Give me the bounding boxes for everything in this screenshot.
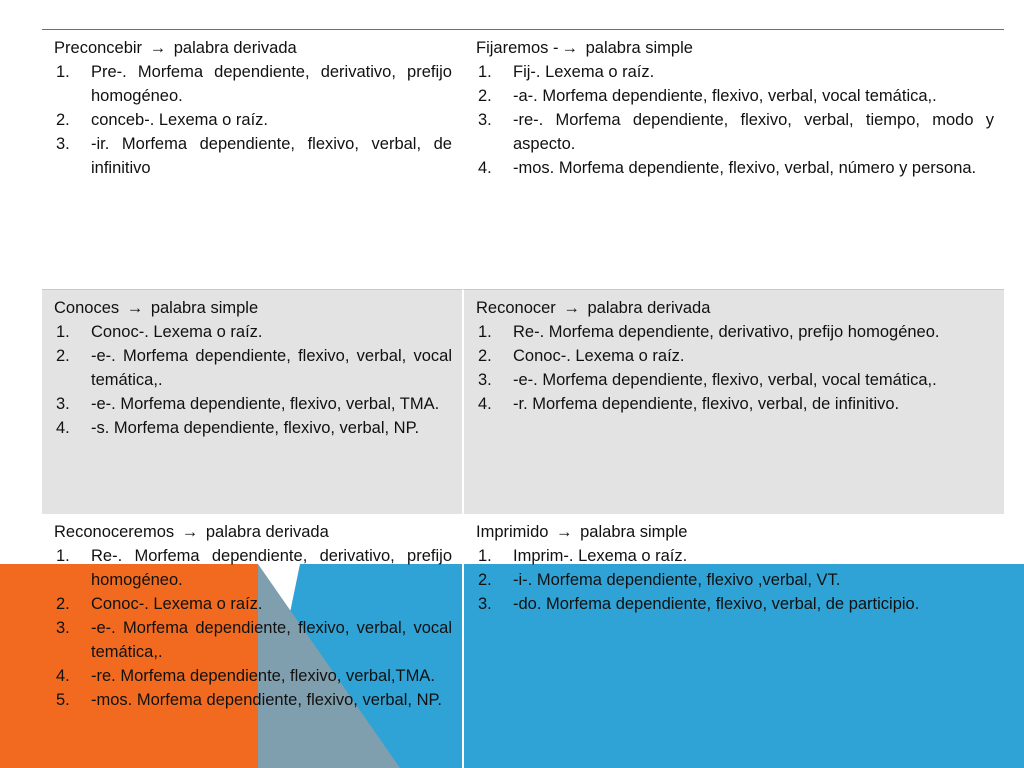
item-number: 2. [478, 87, 492, 105]
item-text: -mos. Morfema dependiente, flexivo, verbal, número y persona. [513, 159, 977, 177]
title-classification: palabra simple [585, 39, 693, 57]
cell-title [476, 36, 994, 60]
title-classification: palabra simple [580, 523, 688, 541]
title-word: concebir [79, 39, 143, 57]
arrow-right-icon: → [563, 299, 580, 317]
morpheme-list [476, 544, 994, 616]
cell-title [476, 520, 994, 544]
item-number: 2. [478, 571, 492, 589]
list-item [54, 592, 452, 616]
cell-title [476, 296, 994, 320]
item-text: Re-. Morfema dependiente, derivativo, prefijo homogéneo. [91, 547, 452, 589]
item-text: Imprim-. Lexema o raíz. [513, 547, 688, 565]
title-word: conocer [497, 299, 556, 317]
list-item [54, 616, 452, 664]
list-item [54, 392, 452, 416]
title-word: Imprimido [476, 523, 549, 541]
item-number: 3. [478, 111, 492, 129]
cell-reconoceremos [42, 514, 462, 768]
list-item [476, 156, 994, 180]
item-number: 2. [478, 347, 492, 365]
list-item [54, 688, 452, 712]
list-item [54, 544, 452, 592]
title-emphasis: Pre [54, 39, 80, 57]
arrow-right-icon: → [561, 39, 579, 57]
title-classification: palabra derivada [205, 523, 329, 541]
list-item [54, 416, 452, 440]
item-text: -do. Morfema dependiente, flexivo, verbal, de participio. [513, 595, 920, 613]
cell-title [54, 520, 452, 544]
item-number: 1. [478, 547, 492, 565]
item-number: 2. [56, 595, 70, 613]
list-item [476, 60, 994, 84]
list-item [476, 344, 994, 368]
cell-fijaremos [462, 30, 1004, 289]
item-text: Conoc-. Lexema o raíz. [513, 347, 685, 365]
cell-reconocer [462, 289, 1004, 514]
item-number: 3. [56, 135, 70, 153]
item-number: 2. [56, 111, 70, 129]
morpheme-list [54, 544, 452, 712]
title-classification: palabra simple [150, 299, 259, 317]
arrow-right-icon: → [181, 523, 199, 541]
item-text: -a-. Morfema dependiente, flexivo, verbal, vocal temática,. [513, 87, 937, 105]
cell-preconcebir [42, 30, 462, 289]
item-number: 4. [56, 667, 70, 685]
item-text: Pre-. Morfema dependiente, derivativo, prefijo homogéneo. [91, 63, 452, 105]
item-text: -e-. Morfema dependiente, flexivo, verbal, TMA. [91, 395, 440, 413]
title-emphasis: Re [54, 523, 76, 541]
item-number: 4. [56, 419, 70, 437]
item-number: 1. [56, 63, 70, 81]
item-text: Conoc-. Lexema o raíz. [91, 323, 263, 341]
item-text: -ir. Morfema dependiente, flexivo, verbal, de infinitivo [91, 135, 452, 177]
item-number: 4. [478, 395, 492, 413]
morpheme-list [54, 60, 452, 180]
title-classification: palabra derivada [587, 299, 711, 317]
item-text: -i-. Morfema dependiente, flexivo ,verbal, VT. [513, 571, 841, 589]
item-number: 1. [478, 63, 492, 81]
title-word: conoceremos [75, 523, 175, 541]
item-text: Re-. Morfema dependiente, derivativo, prefijo homogéneo. [513, 323, 940, 341]
list-item [476, 592, 994, 616]
list-item [54, 664, 452, 688]
item-number: 1. [56, 547, 70, 565]
title-emphasis: Re [476, 299, 498, 317]
cell-title [54, 296, 452, 320]
item-number: 1. [478, 323, 492, 341]
item-number: 5. [56, 691, 70, 709]
item-number: 4. [478, 159, 492, 177]
item-text: -re. Morfema dependiente, flexivo, verbal,TMA. [91, 667, 435, 685]
morpheme-list [476, 60, 994, 180]
list-item [476, 544, 994, 568]
item-text: -e-. Morfema dependiente, flexivo, verbal, vocal temática,. [91, 347, 452, 389]
list-item [54, 344, 452, 392]
list-item [476, 392, 994, 416]
list-item [54, 108, 452, 132]
item-text: -r. Morfema dependiente, flexivo, verbal, de infinitivo. [513, 395, 900, 413]
list-item [476, 368, 994, 392]
list-item [476, 108, 994, 156]
title-classification: palabra derivada [173, 39, 297, 57]
list-item [54, 60, 452, 108]
list-item [476, 84, 994, 108]
list-item [54, 320, 452, 344]
item-number: 3. [56, 619, 70, 637]
item-number: 1. [56, 323, 70, 341]
title-word: Conoces [54, 299, 120, 317]
list-item [476, 320, 994, 344]
arrow-right-icon: → [126, 299, 144, 317]
morphology-table [42, 30, 1004, 768]
cell-imprimido [462, 514, 1004, 768]
list-item [476, 568, 994, 592]
item-number: 3. [56, 395, 70, 413]
cell-conoces [42, 289, 462, 514]
item-text: Conoc-. Lexema o raíz. [91, 595, 263, 613]
arrow-right-icon: → [556, 523, 573, 541]
item-text: -re-. Morfema dependiente, flexivo, verbal, tiempo, modo y aspecto. [513, 111, 994, 153]
cell-title [54, 36, 452, 60]
item-text: -e-. Morfema dependiente, flexivo, verbal, vocal temática,. [91, 619, 452, 661]
morpheme-list [476, 320, 994, 416]
item-text: conceb-. Lexema o raíz. [91, 111, 269, 129]
list-item [54, 132, 452, 180]
title-word: Fijaremos - [476, 39, 559, 57]
item-text: -mos. Morfema dependiente, flexivo, verbal, NP. [91, 691, 442, 709]
item-number: 2. [56, 347, 70, 365]
item-text: Fij-. Lexema o raíz. [513, 63, 655, 81]
morpheme-list [54, 320, 452, 440]
item-number: 3. [478, 371, 492, 389]
item-text: -s. Morfema dependiente, flexivo, verbal, NP. [91, 419, 420, 437]
item-text: -e-. Morfema dependiente, flexivo, verbal, vocal temática,. [513, 371, 937, 389]
item-number: 3. [478, 595, 492, 613]
arrow-right-icon: → [149, 39, 167, 57]
